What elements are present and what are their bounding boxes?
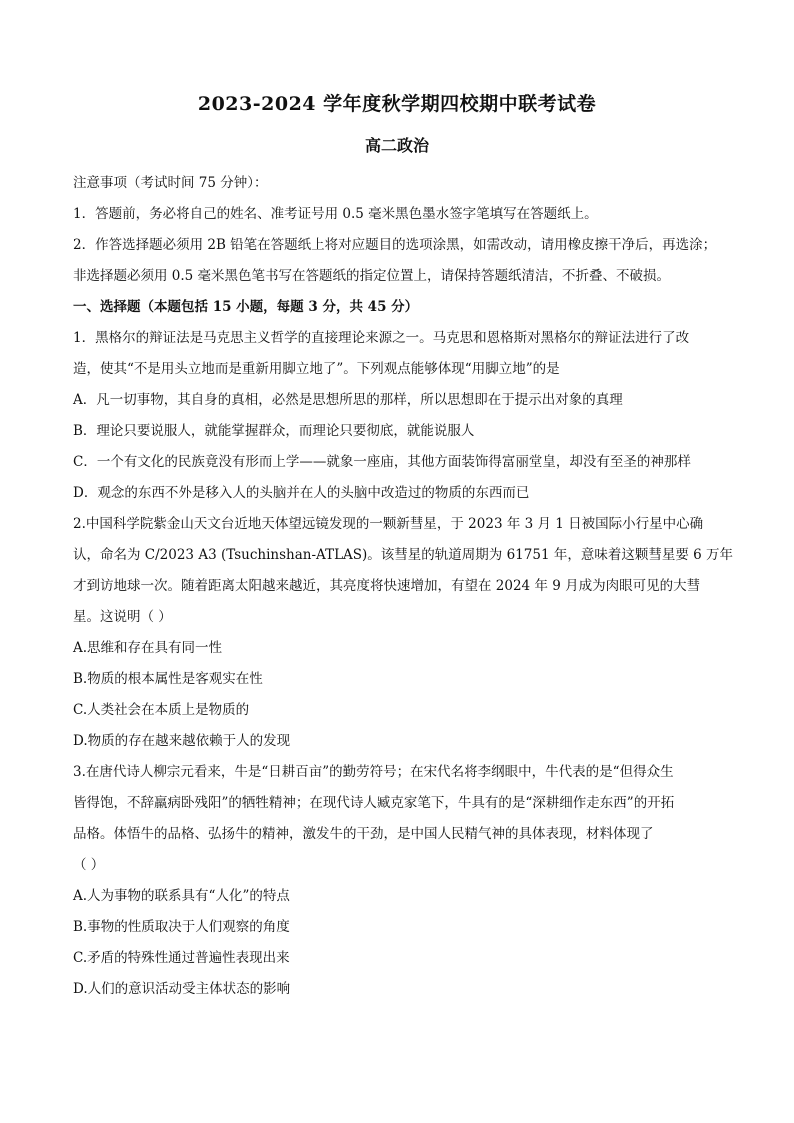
q2-stem-line-3: 才到访地球一次。随着距离太阳越来越近，其亮度将快速增加，有望在 2024 年 9 月成为肉眼可见的大彗 — [73, 578, 701, 594]
q2-stem-line-4: 星。这说明（ ） — [73, 609, 172, 625]
exam-content — [73, 168, 733, 1005]
notice-item-2-line-2: 非选择题必须用 0.5 毫米黑色笔书写在答题纸的指定位置上，请保持答题纸清洁，不折叠、不破损。 — [73, 268, 671, 284]
q2-option-b: B.物质的根本属性是客观实在性 — [73, 671, 263, 687]
q1-option-d: D．观念的东西不外是移入人的头脑并在人的头脑中改造过的物质的东西而已 — [73, 485, 530, 501]
q3-option-d: D.人们的意识活动受主体状态的影响 — [73, 981, 291, 997]
q1-option-b: B．理论只要说服人，就能掌握群众，而理论只要彻底，就能说服人 — [73, 423, 475, 439]
q3-option-c: C.矛盾的特殊性通过普遍性表现出来 — [73, 950, 290, 966]
q1-stem-line-2: 造，使其“不是用头立地而是重新用脚立地了”。下列观点能够体现“用脚立地”的是 — [73, 361, 560, 377]
q2-stem-line-2: 认，命名为 C/2023 A3 (Tsuchinshan-ATLAS)。该彗星的轨道周期为 61751 年，意味着这颗彗星要 6 万年 — [73, 547, 733, 563]
subject-title: 高二政治 — [364, 136, 429, 155]
q3-stem-line-2: 皆得饱，不辞羸病卧残阳”的牺牲精神；在现代诗人臧克家笔下，牛具有的是“深耕细作走东西”的开拓 — [73, 795, 675, 811]
q3-stem-line-4: （ ） — [73, 857, 105, 873]
q2-stem-line-1: 2.中国科学院紫金山天文台近地天体望远镜发现的一颗新彗星，于 2023 年 3 月 1 日被国际小行星中心确 — [73, 516, 704, 532]
q1-option-a: A．凡一切事物，其自身的真相，必然是思想所思的那样，所以思想即在于提示出对象的真理 — [73, 392, 623, 408]
notice-heading: 注意事项（考试时间 75 分钟）： — [73, 175, 268, 191]
q2-option-a: A.思维和存在具有同一性 — [73, 640, 223, 656]
exam-title: 2023-2024 学年度秋学期四校期中联考试卷 — [197, 93, 597, 115]
q3-option-a: A.人为事物的联系具有“人化”的特点 — [73, 888, 290, 904]
q2-option-d: D.物质的存在越来越依赖于人的发现 — [73, 733, 291, 749]
notice-item-1: 1．答题前，务必将自己的姓名、准考证号用 0.5 毫米黑色墨水签字笔填写在答题纸上。 — [73, 206, 598, 222]
q3-option-b: B.事物的性质取决于人们观察的角度 — [73, 919, 290, 935]
section-heading: 一、选择题（本题包括 15 小题，每题 3 分，共 45 分） — [73, 299, 419, 315]
q2-option-c: C.人类社会在本质上是物质的 — [73, 702, 250, 718]
q3-stem-line-1: 3.在唐代诗人柳宗元看来，牛是“日耕百亩”的勤劳符号；在宋代名将李纲眼中，牛代表的是“但得众生 — [73, 764, 674, 780]
notice-item-2-line-1: 2．作答选择题必须用 2B 铅笔在答题纸上将对应题目的选项涂黑，如需改动，请用橡皮擦干净后，再选涂； — [73, 237, 717, 253]
q3-stem-line-3: 品格。体悟牛的品格、弘扬牛的精神，激发牛的干劲，是中国人民精气神的具体表现，材料体现了 — [73, 826, 654, 842]
q1-option-c: C．一个有文化的民族竟没有形而上学——就象一座庙，其他方面装饰得富丽堂皇，却没有至圣的神那样 — [73, 454, 691, 470]
q1-stem-line-1: 1．黑格尔的辩证法是马克思主义哲学的直接理论来源之一。马克思和恩格斯对黑格尔的辩证法进行了改 — [73, 330, 690, 346]
